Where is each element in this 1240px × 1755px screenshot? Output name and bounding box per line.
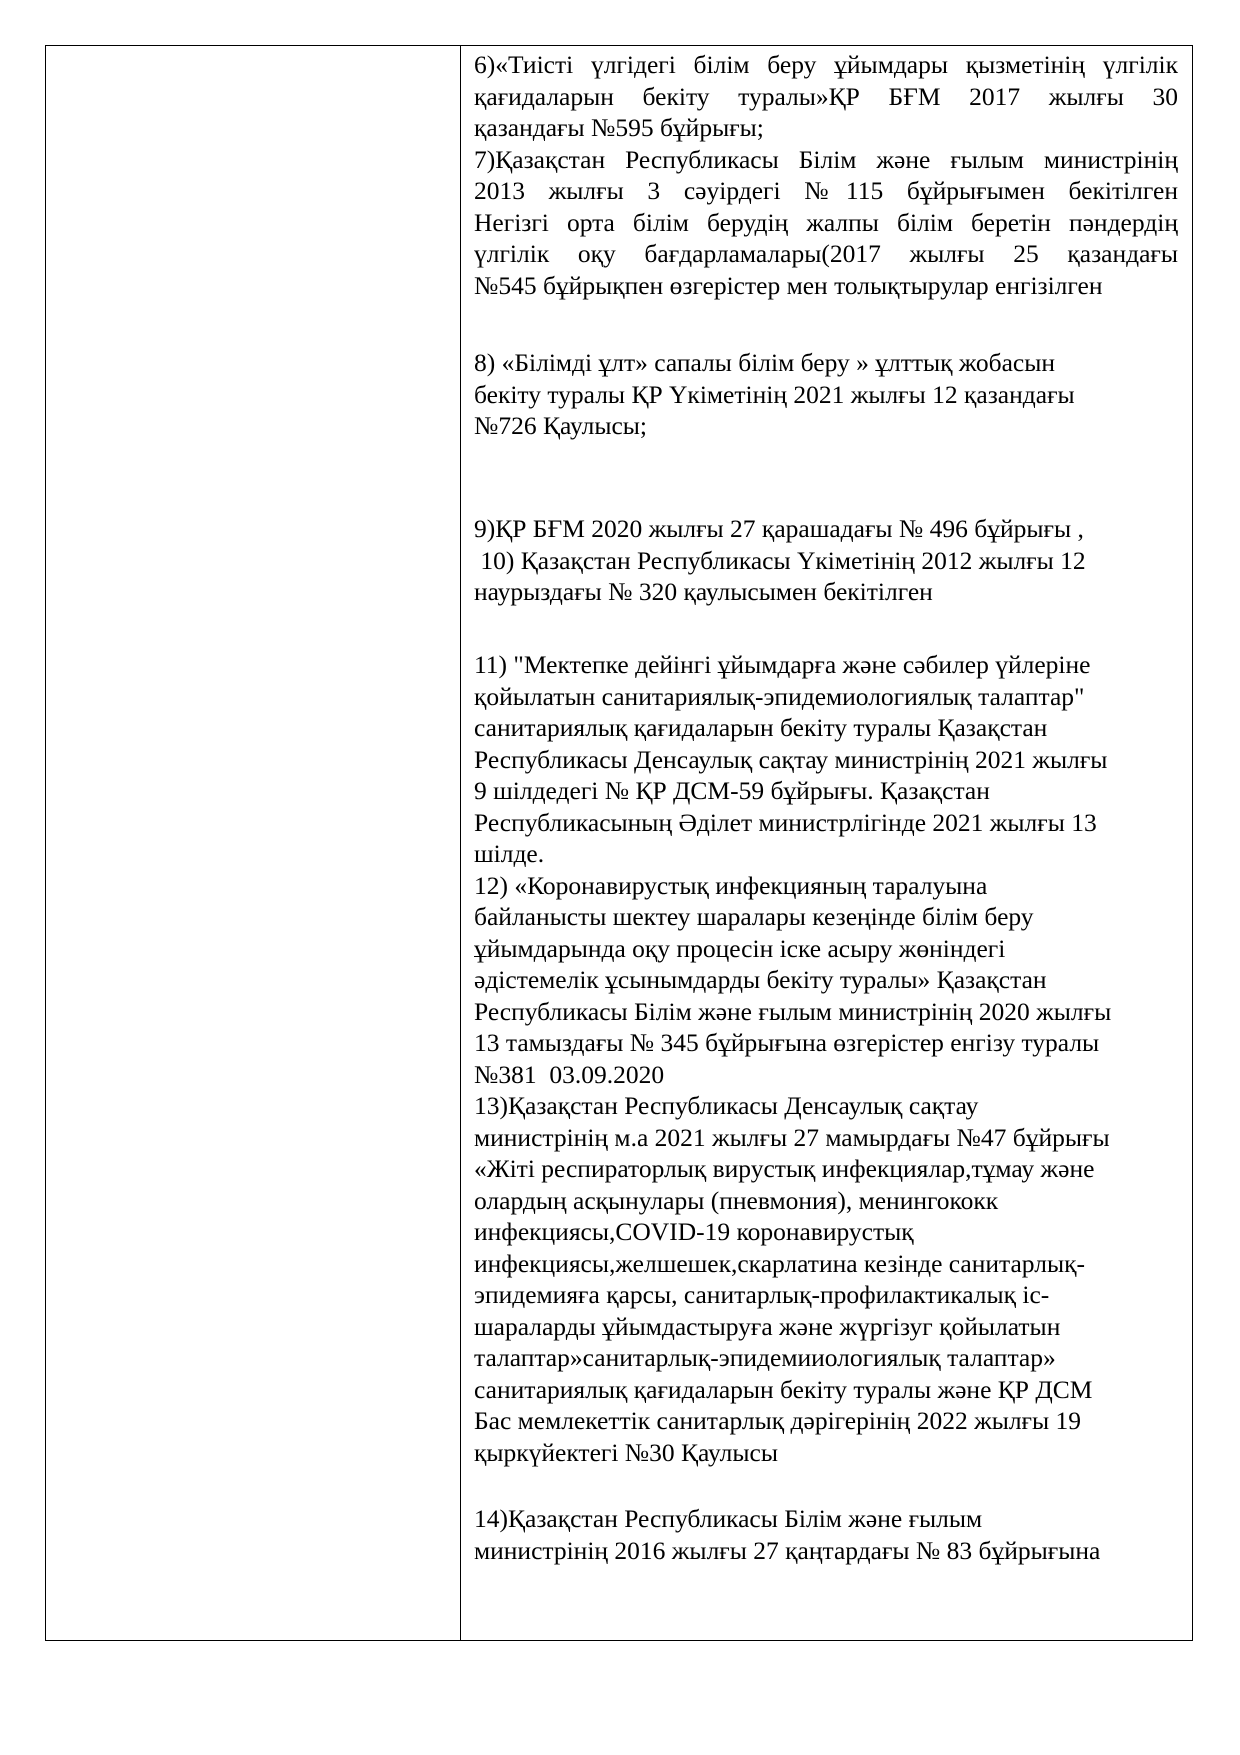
list-item-13-line-9: талаптар»санитарлық-эпидемииологиялық талаптар» — [474, 1343, 1056, 1372]
list-item-12-line-5: Республикасы Білім және ғылым министрінің 2020 жылғы — [474, 996, 1112, 1026]
list-item-12-line-1: 12) «Коронавирустық инфекцияның таралуына — [474, 870, 988, 900]
list-item-10-line-1: 10) Қазақстан Республикасы Үкіметінің 2012 жылғы 12 — [474, 545, 1086, 575]
list-item-9-10 — [474, 513, 1178, 608]
list-item-7-line-1: 7)Қазақстан Республикасы Білім және ғылым министрінің — [474, 144, 1178, 174]
list-item-11-line-3: санитариялық қағидаларын бекіту туралы Қазақстан — [474, 713, 1048, 742]
list-item-6-line-1: 6)«Тиісті үлгідегі білім беру ұйымдары қызметінің үлгілік — [474, 50, 1178, 79]
table-cell-left-empty — [46, 46, 460, 1640]
list-item-12 — [474, 870, 1178, 1091]
list-item-13-line-8: шараларды ұйымдастыруға және жүргізуг қойылатын — [474, 1311, 1061, 1341]
column-divider — [460, 46, 461, 1640]
list-item-13 — [474, 1090, 1178, 1468]
list-item-11-line-2: қойылатын санитариялық-эпидемиологиялық талаптар" — [474, 681, 1085, 711]
list-item-13-line-7: эпидемияға қарсы, санитарлық-профилактикалық іс- — [474, 1280, 1050, 1309]
list-item-8 — [474, 347, 1178, 442]
list-item-12-line-7: №381 03.09.2020 — [474, 1059, 665, 1089]
document-table — [45, 45, 1193, 1641]
list-item-13-line-12: қыркүйектегі №30 Қаулысы — [474, 1437, 778, 1467]
list-item-6-line-3: қазандағы №595 бұйрығы; — [474, 113, 764, 142]
list-item-6-line-2: қағидаларын бекіту туралы»ҚР БҒМ 2017 жылғы 30 — [474, 81, 1178, 111]
list-item-14 — [474, 1503, 1178, 1566]
list-item-11-line-4: Республикасы Денсаулық сақтау министрінің 2021 жылғы — [474, 744, 1108, 774]
list-item-11-line-7: шілде. — [474, 839, 545, 868]
list-item-13-line-6: инфекциясы,желшешек,скарлатина кезінде санитарлық- — [474, 1248, 1085, 1278]
list-item-11 — [474, 649, 1178, 870]
list-item-12-line-6: 13 тамыздағы № 345 бұйрығына өзгерістер енгізу туралы — [474, 1028, 1100, 1057]
list-item-9-line-1: 9)ҚР БҒМ 2020 жылғы 27 қарашадағы № 496 бұйрығы , — [474, 514, 1084, 543]
list-item-13-line-3: «Жіті респираторлық вирустық инфекциялар,тұмау және — [474, 1154, 1095, 1183]
list-item-7-line-3: Негізгі орта білім берудің жалпы білім беретін пәндердің — [474, 207, 1178, 237]
list-item-8-line-1: 8) «Білімді ұлт» сапалы білім беру » ұлттық жобасын — [474, 348, 1056, 377]
list-item-13-line-10: санитариялық қағидаларын бекіту туралы және ҚР ДСМ — [474, 1374, 1093, 1404]
list-item-7-line-2: 2013 жылғы 3 сәуірдегі №115 бұйрығымен бекітілген — [474, 176, 1178, 205]
list-item-8-line-3: №726 Қаулысы; — [474, 411, 648, 440]
list-item-6 — [474, 49, 1178, 144]
list-item-11-line-6: Республикасының Әділет министрлігінде 2021 жылғы 13 — [474, 807, 1097, 837]
list-item-10-line-2: наурыздағы № 320 қаулысымен бекітілген — [474, 577, 933, 606]
list-item-13-line-5: инфекциясы,COVID-19 коронавирустық — [474, 1217, 914, 1246]
list-item-13-line-1: 13)Қазақстан Республикасы Денсаулық сақтау — [474, 1091, 979, 1120]
list-item-7-line-4: үлгілік оқу бағдарламалары(2017 жылғы 25 қазандағы — [474, 239, 1178, 268]
list-item-7 — [474, 144, 1178, 302]
list-item-14-line-1: 14)Қазақстан Республикасы Білім және ғылым — [474, 1504, 983, 1533]
list-item-12-line-3: ұйымдарында оқу процесін іске асыру жөніндегі — [474, 933, 1006, 963]
list-item-11-line-1: 11) "Мектепке дейінгі ұйымдарға және сәбилер үйлеріне — [474, 650, 1091, 679]
list-item-13-line-2: министрінің м.а 2021 жылғы 27 мамырдағы №47 бұйрығы — [474, 1122, 1110, 1152]
list-item-8-line-2: бекіту туралы ҚР Үкіметінің 2021 жылғы 12 қазандағы — [474, 379, 1075, 409]
list-item-14-line-2: министрінің 2016 жылғы 27 қаңтардағы № 83 бұйрығына — [474, 1535, 1101, 1565]
list-item-12-line-2: байланысты шектеу шаралары кезеңінде білім беру — [474, 902, 1034, 931]
list-item-13-line-11: Бас мемлекеттік санитарлық дәрігерінің 2022 жылғы 19 — [474, 1406, 1082, 1435]
list-item-13-line-4: олардың асқынулары (пневмония), менингококк — [474, 1185, 999, 1215]
list-item-12-line-4: әдістемелік ұсынымдарды бекіту туралы» Қазақстан — [474, 965, 1047, 994]
list-item-7-line-5: №545 бұйрықпен өзгерістер мен толықтырулар енгізілген — [474, 270, 1103, 300]
list-item-11-line-5: 9 шілдедегі № ҚР ДСМ-59 бұйрығы. Қазақстан — [474, 776, 990, 805]
